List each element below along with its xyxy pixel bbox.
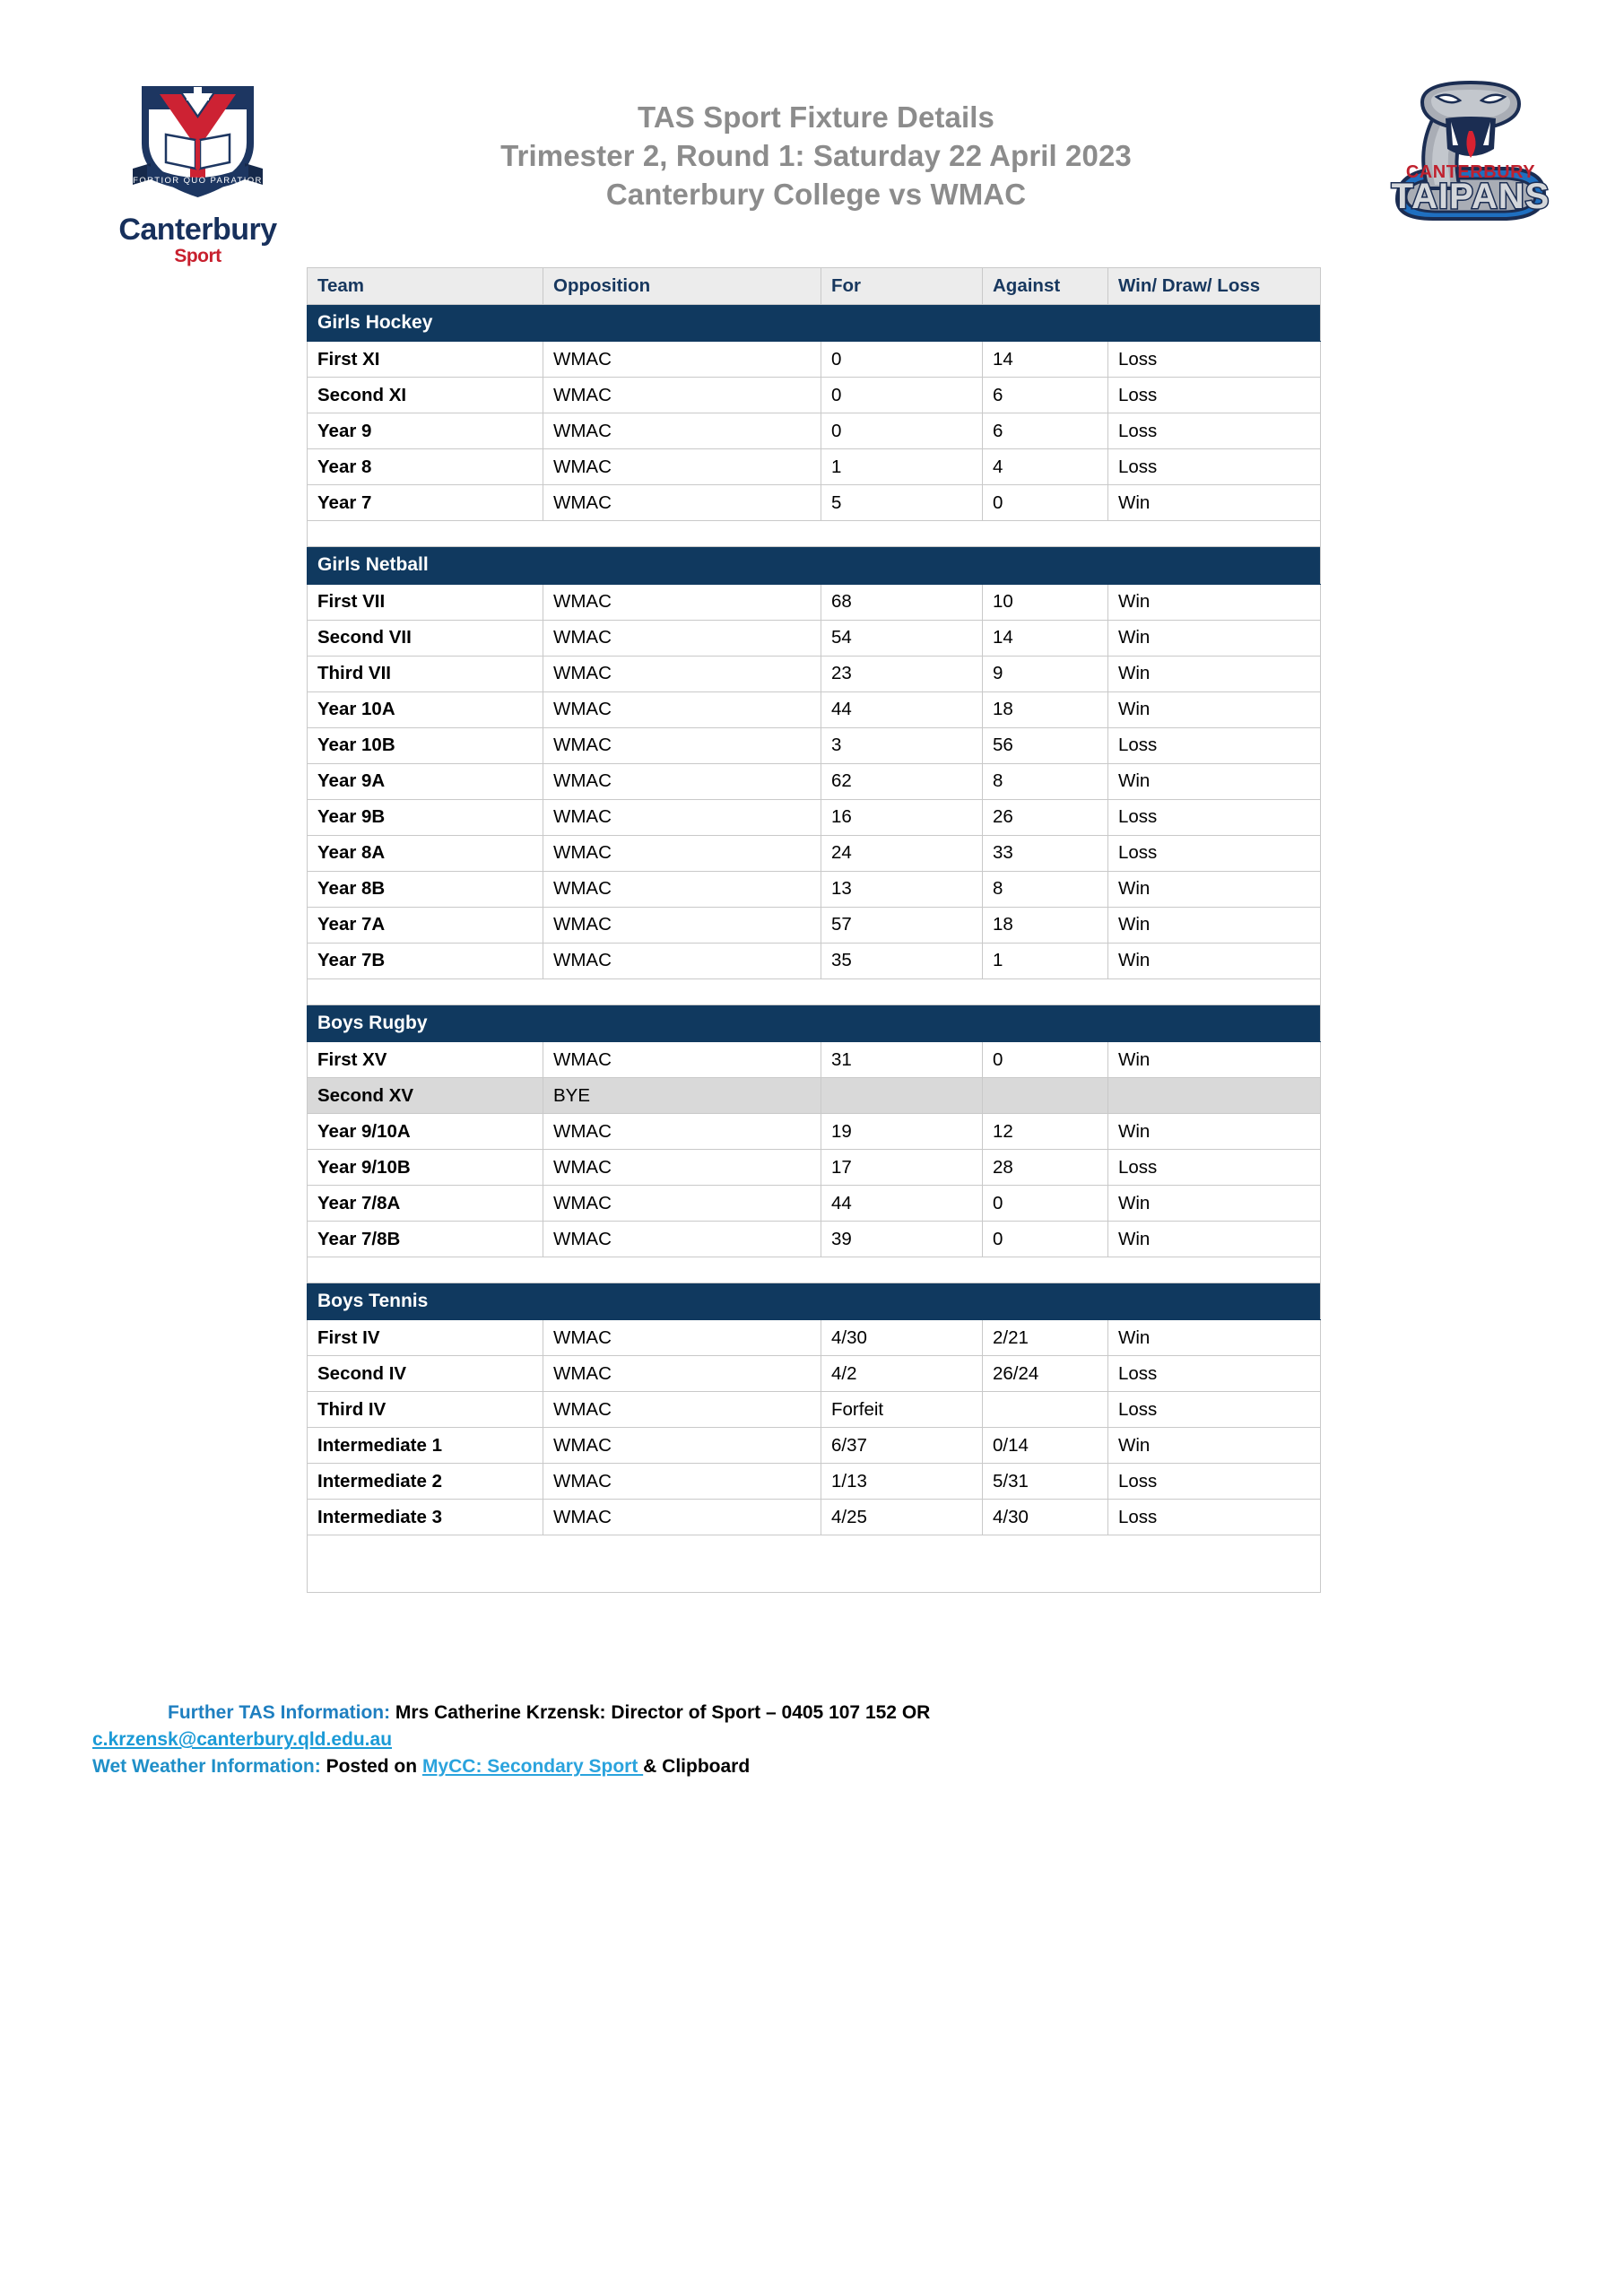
cell-result: Win: [1108, 656, 1321, 691]
cell-opposition: WMAC: [543, 342, 821, 378]
cell-opposition: BYE: [543, 1078, 821, 1114]
further-tas-information-label: Further TAS Information:: [168, 1702, 391, 1723]
cell-for: 54: [821, 620, 983, 656]
table-row: [308, 907, 1321, 943]
cell-result: Loss: [1108, 449, 1321, 485]
cell-against: [983, 1078, 1108, 1114]
cell-against: 14: [983, 620, 1108, 656]
cell-against: 18: [983, 691, 1108, 727]
cell-opposition: WMAC: [543, 1186, 821, 1222]
section-title: Boys Tennis: [308, 1283, 1321, 1320]
cell-for: 17: [821, 1150, 983, 1186]
cell-result: Win: [1108, 1042, 1321, 1078]
cell-for: 0: [821, 342, 983, 378]
section-title: Girls Hockey: [308, 305, 1321, 342]
cell-for: 0: [821, 413, 983, 449]
cell-against: 33: [983, 835, 1108, 871]
cell-opposition: WMAC: [543, 1320, 821, 1356]
table-row: [308, 691, 1321, 727]
cell-for: Forfeit: [821, 1392, 983, 1428]
cell-team: Second VII: [308, 620, 543, 656]
cell-for: 19: [821, 1114, 983, 1150]
cell-result: Loss: [1108, 1500, 1321, 1535]
cell-against: 12: [983, 1114, 1108, 1150]
title-line-1: TAS Sport Fixture Details: [638, 100, 994, 134]
cell-result: Win: [1108, 1320, 1321, 1356]
table-row: [308, 1222, 1321, 1257]
cell-result: Loss: [1108, 378, 1321, 413]
cell-opposition: WMAC: [543, 485, 821, 521]
title-line-3: Canterbury College vs WMAC: [605, 177, 1027, 211]
cell-against: 1: [983, 943, 1108, 978]
empty-cell: [308, 1257, 1321, 1283]
cell-for: 39: [821, 1222, 983, 1257]
table-row: [308, 1356, 1321, 1392]
cell-team: Year 8B: [308, 871, 543, 907]
cell-against: 14: [983, 342, 1108, 378]
cell-for: 57: [821, 907, 983, 943]
empty-cell: [308, 1535, 1321, 1593]
cell-result: Loss: [1108, 1356, 1321, 1392]
canterbury-crest-icon: [115, 79, 281, 204]
cell-result: Win: [1108, 907, 1321, 943]
cell-team: Year 9/10B: [308, 1150, 543, 1186]
table-row: [308, 835, 1321, 871]
cell-result: Loss: [1108, 1150, 1321, 1186]
section-title: Girls Netball: [308, 547, 1321, 584]
cell-opposition: WMAC: [543, 727, 821, 763]
section-header-row: [308, 1283, 1321, 1320]
table-row: [308, 342, 1321, 378]
cell-team: Year 9/10A: [308, 1114, 543, 1150]
cell-against: 5/31: [983, 1464, 1108, 1500]
cell-result: Loss: [1108, 799, 1321, 835]
cell-for: 4/25: [821, 1500, 983, 1535]
cell-opposition: WMAC: [543, 1222, 821, 1257]
cell-result: Loss: [1108, 413, 1321, 449]
cell-result: Win: [1108, 1222, 1321, 1257]
section-spacer-row: [308, 521, 1321, 547]
cell-team: Year 7B: [308, 943, 543, 978]
cell-team: Intermediate 2: [308, 1464, 543, 1500]
cell-result: Win: [1108, 871, 1321, 907]
cell-for: 68: [821, 584, 983, 620]
cell-team: Intermediate 3: [308, 1500, 543, 1535]
cell-result: Win: [1108, 1114, 1321, 1150]
cell-opposition: WMAC: [543, 584, 821, 620]
cell-for: 0: [821, 378, 983, 413]
cell-for: 1: [821, 449, 983, 485]
cell-for: 35: [821, 943, 983, 978]
table-row: [308, 943, 1321, 978]
cell-result: Loss: [1108, 835, 1321, 871]
cell-opposition: WMAC: [543, 413, 821, 449]
cell-against: 4/30: [983, 1500, 1108, 1535]
column-header-result: Win/ Draw/ Loss: [1108, 268, 1321, 305]
table-row: [308, 1114, 1321, 1150]
cell-opposition: WMAC: [543, 1042, 821, 1078]
cell-opposition: WMAC: [543, 378, 821, 413]
cell-for: 31: [821, 1042, 983, 1078]
crest-motto: FORTIOR QUO PARATIOR: [133, 176, 263, 186]
cell-against: 8: [983, 763, 1108, 799]
table-row: [308, 1392, 1321, 1428]
fixtures-table-body: [308, 305, 1321, 1593]
cell-team: Third IV: [308, 1392, 543, 1428]
cell-opposition: WMAC: [543, 835, 821, 871]
cell-team: Year 7/8A: [308, 1186, 543, 1222]
cell-against: 6: [983, 413, 1108, 449]
cell-opposition: WMAC: [543, 656, 821, 691]
cell-for: 13: [821, 871, 983, 907]
cell-team: Year 8A: [308, 835, 543, 871]
cell-against: 0/14: [983, 1428, 1108, 1464]
cell-for: 44: [821, 1186, 983, 1222]
cell-against: 2/21: [983, 1320, 1108, 1356]
table-row: [308, 656, 1321, 691]
table-row: [308, 1500, 1321, 1535]
cell-team: Second XV: [308, 1078, 543, 1114]
title-line-2: Trimester 2, Round 1: Saturday 22 April 2023: [500, 138, 1132, 172]
canterbury-taipans-logo: [1381, 63, 1560, 233]
empty-cell: [308, 521, 1321, 547]
fixtures-table-container: [307, 267, 1320, 1593]
table-row: [308, 871, 1321, 907]
cell-for: 24: [821, 835, 983, 871]
cell-result: Win: [1108, 1428, 1321, 1464]
cell-opposition: WMAC: [543, 1500, 821, 1535]
cell-against: 0: [983, 485, 1108, 521]
cell-opposition: WMAC: [543, 799, 821, 835]
cell-team: Second IV: [308, 1356, 543, 1392]
further-tas-information-text: Mrs Catherine Krzensk: Director of Sport – 0405 107 152 OR: [390, 1702, 931, 1723]
cell-team: Second XI: [308, 378, 543, 413]
table-row: [308, 1320, 1321, 1356]
column-header-team: Team: [308, 268, 543, 305]
section-spacer-row: [308, 978, 1321, 1004]
section-header-row: [308, 547, 1321, 584]
cell-opposition: WMAC: [543, 1356, 821, 1392]
cell-opposition: WMAC: [543, 449, 821, 485]
cell-against: 26/24: [983, 1356, 1108, 1392]
table-row: [308, 727, 1321, 763]
sport-wordmark: Sport: [174, 246, 221, 266]
footer-line-wet-weather: [92, 1753, 1348, 1780]
empty-cell: [308, 978, 1321, 1004]
cell-for: 6/37: [821, 1428, 983, 1464]
email-link[interactable]: c.krzensk@canterbury.qld.edu.au: [92, 1729, 393, 1751]
cell-opposition: WMAC: [543, 763, 821, 799]
cell-for: 44: [821, 691, 983, 727]
cell-team: Year 10A: [308, 691, 543, 727]
table-row: [308, 1428, 1321, 1464]
cell-team: Year 9A: [308, 763, 543, 799]
cell-for: 4/2: [821, 1356, 983, 1392]
cell-opposition: WMAC: [543, 907, 821, 943]
footer-info: [92, 1700, 1348, 1781]
cell-for: 5: [821, 485, 983, 521]
table-row: [308, 449, 1321, 485]
cell-result: Win: [1108, 485, 1321, 521]
cell-for: 3: [821, 727, 983, 763]
cell-result: [1108, 1078, 1321, 1114]
fixtures-table: [307, 267, 1321, 1593]
table-row: [308, 378, 1321, 413]
cell-against: [983, 1392, 1108, 1428]
table-row: [308, 763, 1321, 799]
canterbury-sport-logo: [115, 79, 281, 266]
taipans-word: TAIPANS: [1391, 177, 1550, 216]
cell-for: 16: [821, 799, 983, 835]
cell-opposition: WMAC: [543, 1428, 821, 1464]
cell-against: 26: [983, 799, 1108, 835]
table-row: [308, 1042, 1321, 1078]
cell-team: First XI: [308, 342, 543, 378]
cell-team: Year 9: [308, 413, 543, 449]
table-row: [308, 1186, 1321, 1222]
cell-result: Win: [1108, 763, 1321, 799]
mycc-secondary-sport-link[interactable]: MyCC: Secondary Sport: [421, 1756, 644, 1778]
table-row: [308, 1150, 1321, 1186]
cell-opposition: WMAC: [543, 691, 821, 727]
cell-against: 28: [983, 1150, 1108, 1186]
cell-opposition: WMAC: [543, 871, 821, 907]
cell-team: Intermediate 1: [308, 1428, 543, 1464]
cell-against: 0: [983, 1222, 1108, 1257]
page-header: [0, 0, 1624, 266]
cell-team: Year 9B: [308, 799, 543, 835]
column-header-for: For: [821, 268, 983, 305]
cell-for: [821, 1078, 983, 1114]
cell-result: Loss: [1108, 342, 1321, 378]
cell-team: Year 10B: [308, 727, 543, 763]
cell-against: 0: [983, 1186, 1108, 1222]
cell-result: Loss: [1108, 1464, 1321, 1500]
canterbury-wordmark: Canterbury: [118, 213, 277, 247]
wet-weather-information-tail: & Clipboard: [643, 1756, 751, 1778]
cell-opposition: WMAC: [543, 1114, 821, 1150]
cell-team: First XV: [308, 1042, 543, 1078]
section-spacer-row: [308, 1257, 1321, 1283]
taipan-snake-icon: [1381, 63, 1560, 233]
cell-against: 18: [983, 907, 1108, 943]
cell-team: Year 7: [308, 485, 543, 521]
cell-opposition: WMAC: [543, 1464, 821, 1500]
cell-against: 6: [983, 378, 1108, 413]
taipans-canterbury-word: CANTERBURY: [1405, 162, 1536, 182]
cell-against: 10: [983, 584, 1108, 620]
cell-result: Win: [1108, 943, 1321, 978]
cell-against: 56: [983, 727, 1108, 763]
cell-result: Loss: [1108, 1392, 1321, 1428]
cell-opposition: WMAC: [543, 620, 821, 656]
table-header-row: [308, 268, 1321, 305]
cell-against: 4: [983, 449, 1108, 485]
cell-for: 1/13: [821, 1464, 983, 1500]
cell-result: Win: [1108, 691, 1321, 727]
page-title: [305, 99, 1327, 214]
table-row: [308, 584, 1321, 620]
section-header-row: [308, 1004, 1321, 1041]
table-row: [308, 1078, 1321, 1114]
cell-for: 23: [821, 656, 983, 691]
cell-team: First IV: [308, 1320, 543, 1356]
section-header-row: [308, 305, 1321, 342]
cell-opposition: WMAC: [543, 1392, 821, 1428]
table-row: [308, 620, 1321, 656]
cell-opposition: WMAC: [543, 943, 821, 978]
cell-against: 0: [983, 1042, 1108, 1078]
cell-result: Win: [1108, 1186, 1321, 1222]
cell-for: 4/30: [821, 1320, 983, 1356]
cell-team: Year 8: [308, 449, 543, 485]
cell-result: Win: [1108, 584, 1321, 620]
wet-weather-information-text: Posted on: [320, 1756, 422, 1778]
cell-team: Year 7/8B: [308, 1222, 543, 1257]
table-tail-row: [308, 1535, 1321, 1593]
table-row: [308, 413, 1321, 449]
column-header-opposition: Opposition: [543, 268, 821, 305]
cell-against: 8: [983, 871, 1108, 907]
section-title: Boys Rugby: [308, 1004, 1321, 1041]
wet-weather-information-label: Wet Weather Information:: [92, 1756, 321, 1778]
table-row: [308, 485, 1321, 521]
cell-team: Year 7A: [308, 907, 543, 943]
cell-result: Win: [1108, 620, 1321, 656]
column-header-against: Against: [983, 268, 1108, 305]
table-row: [308, 799, 1321, 835]
cell-for: 62: [821, 763, 983, 799]
cell-result: Loss: [1108, 727, 1321, 763]
cell-against: 9: [983, 656, 1108, 691]
table-row: [308, 1464, 1321, 1500]
footer-line-email: [92, 1726, 1348, 1753]
cell-opposition: WMAC: [543, 1150, 821, 1186]
footer-line-contact: [92, 1700, 1348, 1726]
cell-team: Third VII: [308, 656, 543, 691]
cell-team: First VII: [308, 584, 543, 620]
